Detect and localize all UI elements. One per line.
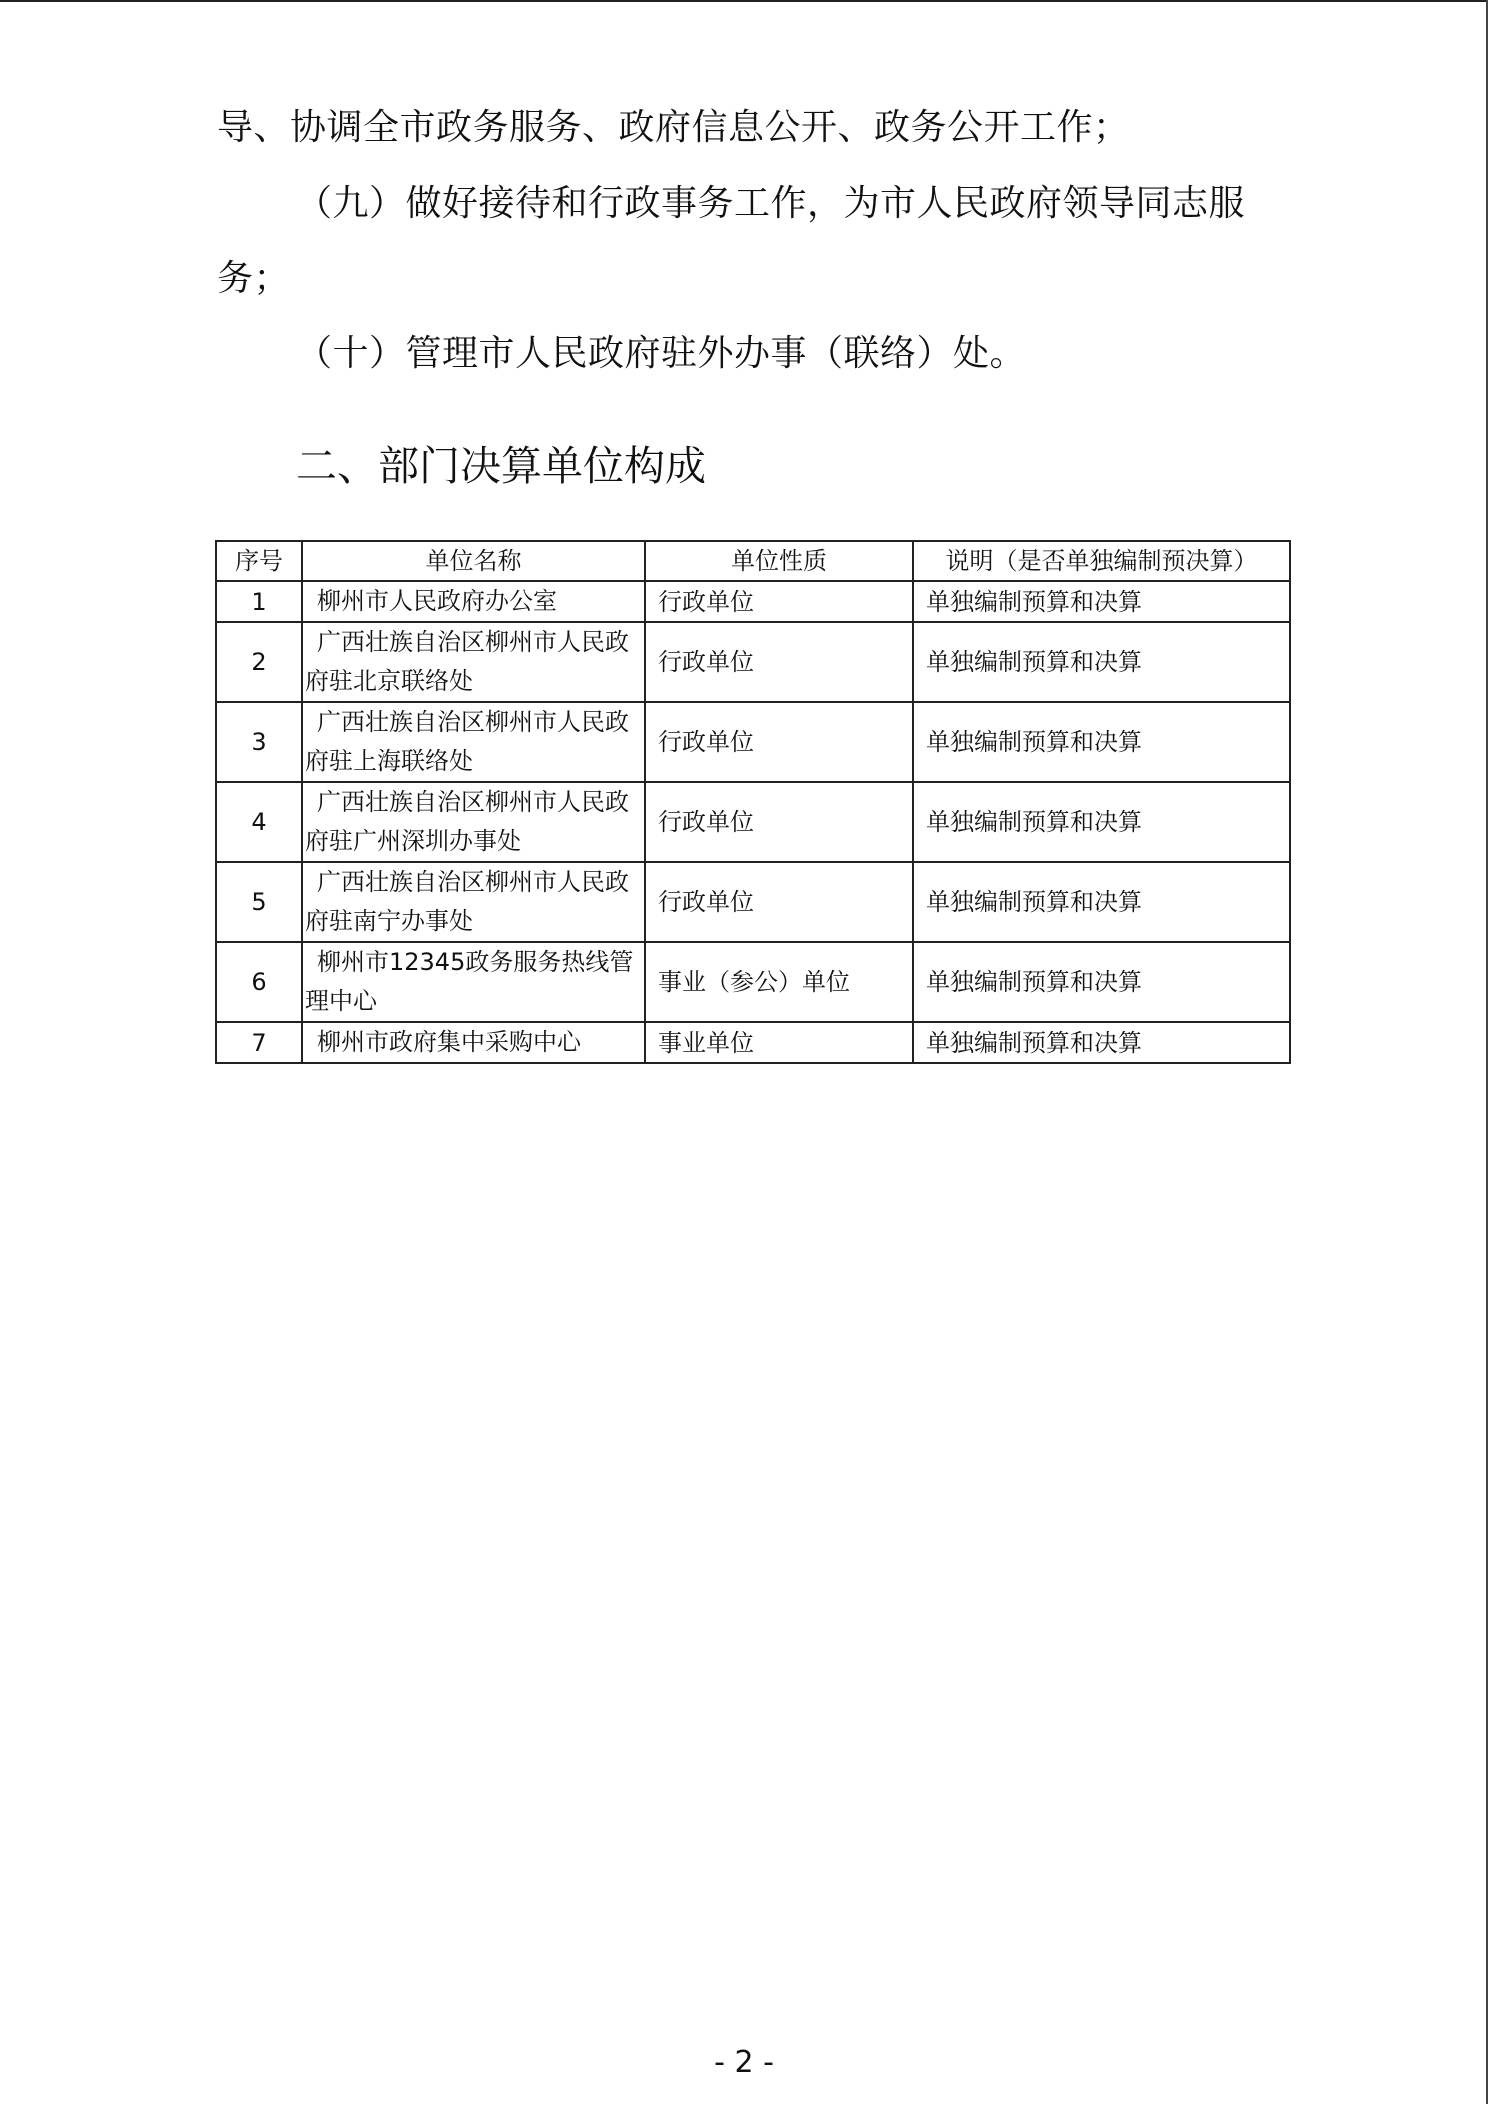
- cell-name: [302, 942, 645, 1022]
- cell-name-text: 广西壮族自治区柳州市人民政府驻南宁办事处: [305, 868, 629, 935]
- cell-name: [302, 622, 645, 702]
- paragraph-line-3: 务；: [217, 258, 291, 299]
- cell-name-text: 柳州市人民政府办公室: [317, 587, 557, 615]
- cell-no: 2: [216, 622, 302, 702]
- cell-no: 1: [216, 581, 302, 622]
- cell-name-text: 广西壮族自治区柳州市人民政府驻上海联络处: [305, 708, 629, 775]
- table-row: [216, 1022, 1290, 1063]
- cell-type: 行政单位: [645, 702, 913, 782]
- cell-no: 6: [216, 942, 302, 1022]
- cell-type: 行政单位: [645, 622, 913, 702]
- cell-type: 行政单位: [645, 581, 913, 622]
- header-type: 单位性质: [645, 541, 913, 581]
- cell-type: 事业（参公）单位: [645, 942, 913, 1022]
- page-top-border: [0, 0, 1488, 2]
- header-name: 单位名称: [302, 541, 645, 581]
- cell-no: 4: [216, 782, 302, 862]
- cell-name-text: 柳州市12345政务服务热线管理中心: [305, 948, 634, 1015]
- cell-note: 单独编制预算和决算: [913, 862, 1290, 942]
- cell-name: [302, 702, 645, 782]
- table-row: [216, 622, 1290, 702]
- cell-note: 单独编制预算和决算: [913, 702, 1290, 782]
- table-row: [216, 942, 1290, 1022]
- cell-no: 5: [216, 862, 302, 942]
- cell-name: [302, 581, 645, 622]
- header-no: 序号: [216, 541, 302, 581]
- section-heading: 二、部门决算单位构成: [296, 442, 706, 490]
- paragraph-line-4: （十）管理市人民政府驻外办事（联络）处。: [296, 333, 1027, 374]
- page-number: - 2 -: [714, 2045, 774, 2080]
- cell-name: [302, 1022, 645, 1063]
- header-note: 说明（是否单独编制预决算）: [913, 541, 1290, 581]
- table-row: [216, 862, 1290, 942]
- cell-type: 行政单位: [645, 782, 913, 862]
- cell-type: 行政单位: [645, 862, 913, 942]
- cell-name: [302, 782, 645, 862]
- cell-note: 单独编制预算和决算: [913, 581, 1290, 622]
- table-header-row: [216, 541, 1290, 581]
- paragraph-line-2: （九）做好接待和行政事务工作，为市人民政府领导同志服: [296, 183, 1246, 224]
- cell-note: 单独编制预算和决算: [913, 622, 1290, 702]
- cell-name-text: 广西壮族自治区柳州市人民政府驻广州深圳办事处: [305, 788, 629, 855]
- cell-no: 7: [216, 1022, 302, 1063]
- cell-name: [302, 862, 645, 942]
- cell-note: 单独编制预算和决算: [913, 782, 1290, 862]
- cell-name-text: 广西壮族自治区柳州市人民政府驻北京联络处: [305, 628, 629, 695]
- cell-name-text: 柳州市政府集中采购中心: [317, 1028, 581, 1056]
- cell-type: 事业单位: [645, 1022, 913, 1063]
- paragraph-line-1: 导、协调全市政务服务、政府信息公开、政务公开工作；: [217, 107, 1130, 148]
- table-row: [216, 782, 1290, 862]
- table-row: [216, 581, 1290, 622]
- table-row: [216, 702, 1290, 782]
- cell-note: 单独编制预算和决算: [913, 1022, 1290, 1063]
- units-table: [215, 540, 1291, 1064]
- cell-note: 单独编制预算和决算: [913, 942, 1290, 1022]
- cell-no: 3: [216, 702, 302, 782]
